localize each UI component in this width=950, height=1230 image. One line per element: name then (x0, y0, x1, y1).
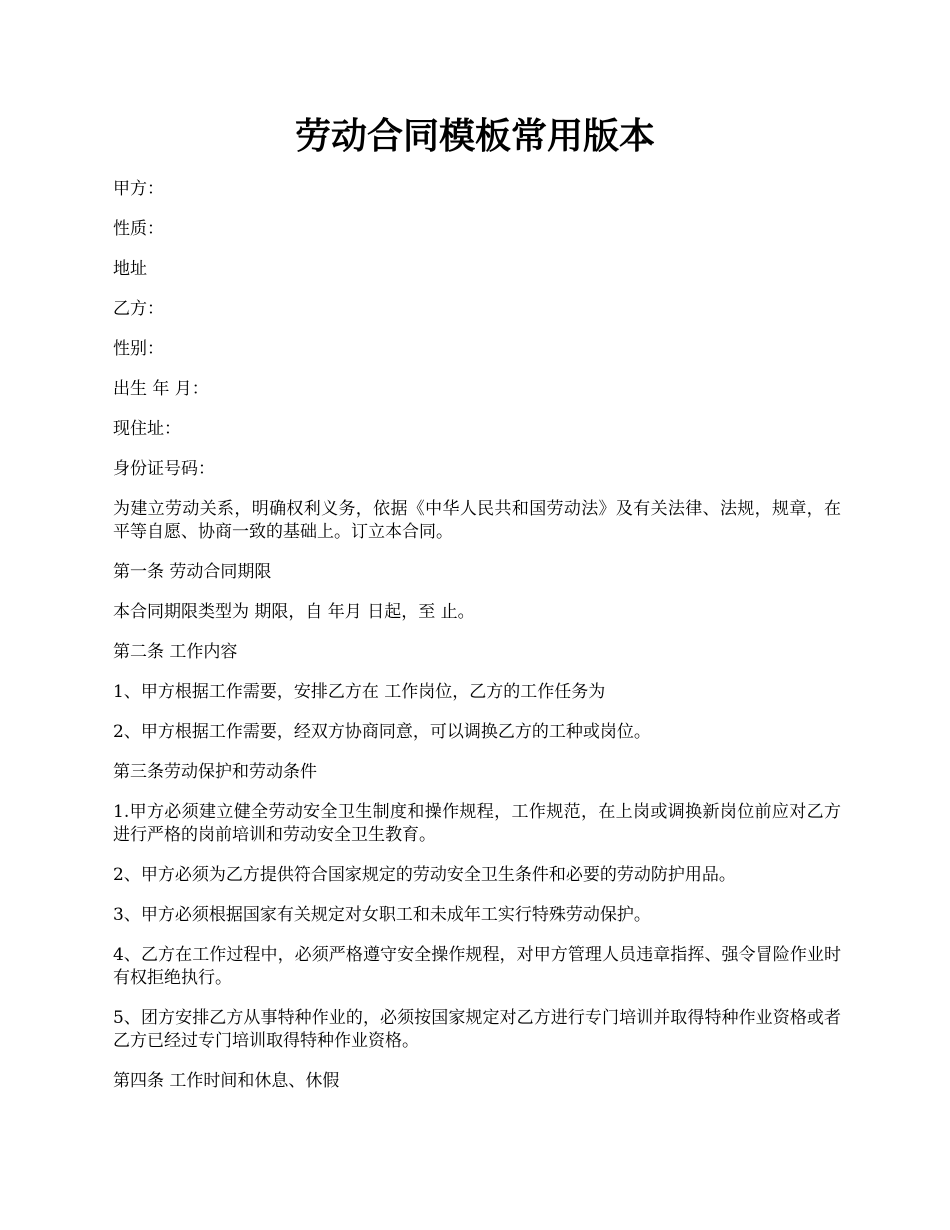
article-paragraph: 1.甲方必须建立健全劳动安全卫生制度和操作规程，工作规范，在上岗或调换新岗位前应对乙方进行严格的岗前培训和劳动安全卫生教育。 (113, 802, 841, 845)
field-id-number: 身份证号码： (113, 459, 215, 479)
article-paragraph: 5、团方安排乙方从事特种作业的，必须按国家规定对乙方进行专门培训并取得特种作业资格或者乙方已经过专门培训取得特种作业资格。 (113, 1008, 841, 1051)
article-heading: 第一条 劳动合同期限 (113, 562, 272, 582)
preamble-paragraph: 为建立劳动关系，明确权利义务，依据《中华人民共和国劳动法》及有关法律、法规，规章，在平等自愿、协商一致的基础上。订立本合同。 (113, 499, 841, 542)
article-paragraph: 4、乙方在工作过程中，必须严格遵守安全操作规程，对甲方管理人员违章指挥、强令冒险作业时有权拒绝执行。 (113, 945, 841, 988)
article-heading: 第二条 工作内容 (113, 642, 238, 662)
field-address: 地址 (113, 259, 147, 279)
document-title: 劳动合同模板常用版本 (294, 115, 655, 157)
field-nature: 性质： (113, 219, 164, 239)
article-heading: 第三条劳动保护和劳动条件 (113, 762, 317, 782)
article-paragraph: 2、甲方根据工作需要，经双方协商同意，可以调换乙方的工种或岗位。 (113, 722, 651, 742)
document-body (113, 178, 841, 1110)
article-heading: 第四条 工作时间和休息、休假 (113, 1071, 340, 1091)
field-party-b: 乙方： (113, 299, 164, 319)
article-paragraph: 1、甲方根据工作需要，安排乙方在 工作岗位，乙方的工作任务为 (113, 682, 606, 702)
field-birth-date: 出生 年 月： (113, 379, 209, 399)
article-paragraph: 2、甲方必须为乙方提供符合国家规定的劳动安全卫生条件和必要的劳动防护用品。 (113, 865, 736, 885)
article-paragraph: 3、甲方必须根据国家有关规定对女职工和未成年工实行特殊劳动保护。 (113, 905, 651, 925)
field-current-address: 现住址： (113, 419, 181, 439)
field-gender: 性别： (113, 339, 164, 359)
field-party-a: 甲方： (113, 179, 164, 199)
article-paragraph: 本合同期限类型为 期限，自 年月 日起，至 止。 (113, 602, 475, 622)
